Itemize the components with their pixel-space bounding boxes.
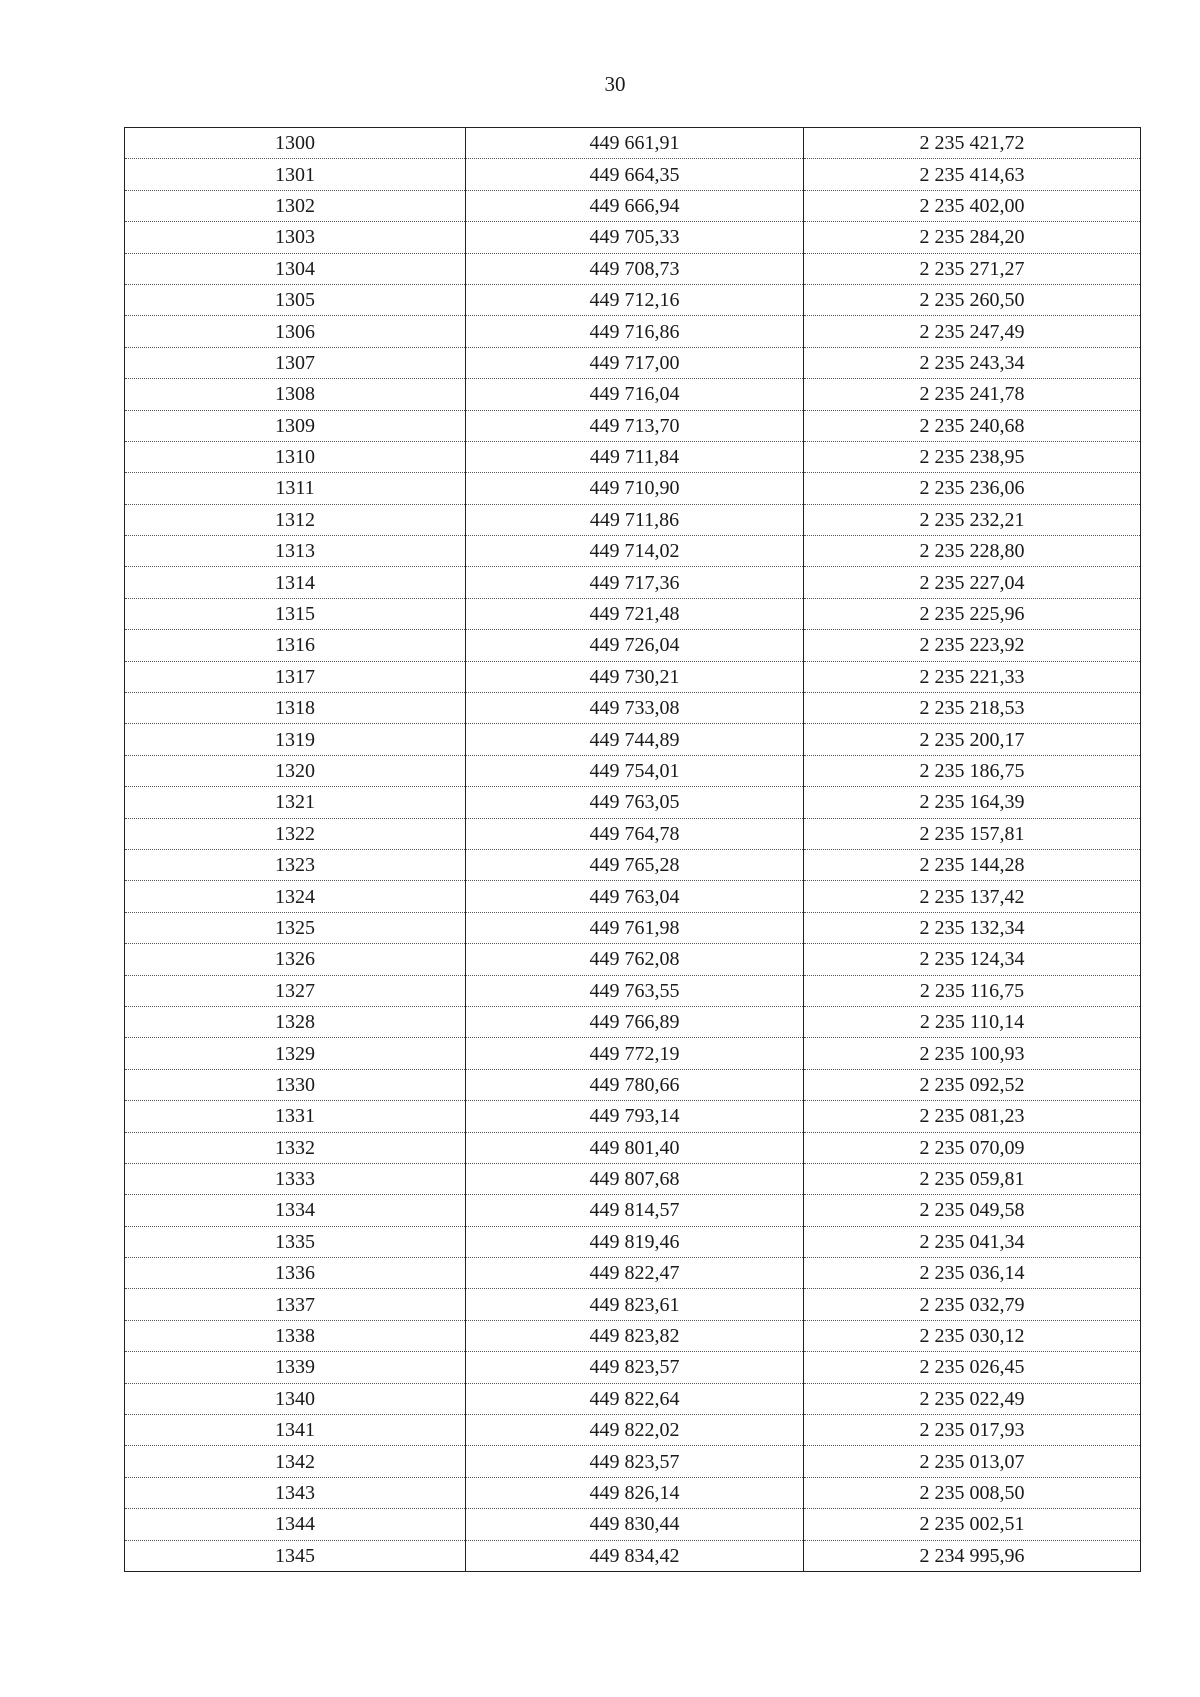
- point-number-cell: 1341: [125, 1415, 466, 1446]
- point-number-cell: 1317: [125, 661, 466, 692]
- x-coordinate-cell: 449 744,89: [466, 724, 804, 755]
- y-coordinate-cell: 2 235 236,06: [804, 473, 1141, 504]
- y-coordinate-cell: 2 235 247,49: [804, 316, 1141, 347]
- y-coordinate-cell: 2 235 124,34: [804, 944, 1141, 975]
- x-coordinate-cell: 449 763,55: [466, 975, 804, 1006]
- y-coordinate-cell: 2 235 243,34: [804, 347, 1141, 378]
- point-number-cell: 1338: [125, 1320, 466, 1351]
- x-coordinate-cell: 449 710,90: [466, 473, 804, 504]
- point-number-cell: 1336: [125, 1258, 466, 1289]
- x-coordinate-cell: 449 823,61: [466, 1289, 804, 1320]
- table-row: [125, 1289, 1141, 1320]
- point-number-cell: 1331: [125, 1101, 466, 1132]
- point-number-cell: 1330: [125, 1069, 466, 1100]
- page-number: 30: [604, 72, 626, 96]
- point-number-cell: 1333: [125, 1163, 466, 1194]
- table-row: [125, 504, 1141, 535]
- x-coordinate-cell: 449 766,89: [466, 1006, 804, 1037]
- x-coordinate-cell: 449 822,47: [466, 1258, 804, 1289]
- table-row: [125, 159, 1141, 190]
- y-coordinate-cell: 2 235 132,34: [804, 912, 1141, 943]
- y-coordinate-cell: 2 235 081,23: [804, 1101, 1141, 1132]
- table-row: [125, 1038, 1141, 1069]
- y-coordinate-cell: 2 235 271,27: [804, 253, 1141, 284]
- y-coordinate-cell: 2 235 164,39: [804, 787, 1141, 818]
- table-row: [125, 787, 1141, 818]
- table-row: [125, 912, 1141, 943]
- table-row: [125, 1446, 1141, 1477]
- table-row: [125, 1226, 1141, 1257]
- x-coordinate-cell: 449 801,40: [466, 1132, 804, 1163]
- table-row: [125, 661, 1141, 692]
- table-row: [125, 222, 1141, 253]
- y-coordinate-cell: 2 235 260,50: [804, 284, 1141, 315]
- table-row: [125, 975, 1141, 1006]
- y-coordinate-cell: 2 235 032,79: [804, 1289, 1141, 1320]
- coordinates-table: [124, 127, 1141, 1572]
- x-coordinate-cell: 449 834,42: [466, 1540, 804, 1571]
- table-row: [125, 1352, 1141, 1383]
- x-coordinate-cell: 449 733,08: [466, 693, 804, 724]
- x-coordinate-cell: 449 713,70: [466, 410, 804, 441]
- table-row: [125, 755, 1141, 786]
- x-coordinate-cell: 449 717,36: [466, 567, 804, 598]
- x-coordinate-cell: 449 664,35: [466, 159, 804, 190]
- table-row: [125, 1320, 1141, 1351]
- y-coordinate-cell: 2 235 225,96: [804, 598, 1141, 629]
- y-coordinate-cell: 2 235 116,75: [804, 975, 1141, 1006]
- point-number-cell: 1315: [125, 598, 466, 629]
- point-number-cell: 1325: [125, 912, 466, 943]
- y-coordinate-cell: 2 235 030,12: [804, 1320, 1141, 1351]
- table-row: [125, 316, 1141, 347]
- point-number-cell: 1321: [125, 787, 466, 818]
- x-coordinate-cell: 449 765,28: [466, 849, 804, 880]
- y-coordinate-cell: 2 235 238,95: [804, 441, 1141, 472]
- y-coordinate-cell: 2 235 070,09: [804, 1132, 1141, 1163]
- y-coordinate-cell: 2 235 200,17: [804, 724, 1141, 755]
- table-row: [125, 1477, 1141, 1508]
- point-number-cell: 1328: [125, 1006, 466, 1037]
- table-row: [125, 1258, 1141, 1289]
- point-number-cell: 1327: [125, 975, 466, 1006]
- point-number-cell: 1334: [125, 1195, 466, 1226]
- point-number-cell: 1312: [125, 504, 466, 535]
- table-row: [125, 849, 1141, 880]
- x-coordinate-cell: 449 711,84: [466, 441, 804, 472]
- x-coordinate-cell: 449 717,00: [466, 347, 804, 378]
- y-coordinate-cell: 2 235 002,51: [804, 1509, 1141, 1540]
- table-row: [125, 1540, 1141, 1571]
- table-row: [125, 1069, 1141, 1100]
- point-number-cell: 1313: [125, 536, 466, 567]
- table-row: [125, 473, 1141, 504]
- x-coordinate-cell: 449 714,02: [466, 536, 804, 567]
- x-coordinate-cell: 449 780,66: [466, 1069, 804, 1100]
- y-coordinate-cell: 2 235 008,50: [804, 1477, 1141, 1508]
- point-number-cell: 1343: [125, 1477, 466, 1508]
- point-number-cell: 1344: [125, 1509, 466, 1540]
- table-row: [125, 379, 1141, 410]
- table-row: [125, 128, 1141, 159]
- y-coordinate-cell: 2 235 223,92: [804, 630, 1141, 661]
- y-coordinate-cell: 2 235 414,63: [804, 159, 1141, 190]
- point-number-cell: 1310: [125, 441, 466, 472]
- y-coordinate-cell: 2 235 186,75: [804, 755, 1141, 786]
- x-coordinate-cell: 449 764,78: [466, 818, 804, 849]
- point-number-cell: 1309: [125, 410, 466, 441]
- point-number-cell: 1335: [125, 1226, 466, 1257]
- x-coordinate-cell: 449 826,14: [466, 1477, 804, 1508]
- point-number-cell: 1303: [125, 222, 466, 253]
- point-number-cell: 1340: [125, 1383, 466, 1414]
- y-coordinate-cell: 2 235 421,72: [804, 128, 1141, 159]
- x-coordinate-cell: 449 762,08: [466, 944, 804, 975]
- point-number-cell: 1323: [125, 849, 466, 880]
- x-coordinate-cell: 449 830,44: [466, 1509, 804, 1540]
- point-number-cell: 1322: [125, 818, 466, 849]
- y-coordinate-cell: 2 235 402,00: [804, 190, 1141, 221]
- table-row: [125, 1101, 1141, 1132]
- table-row: [125, 1195, 1141, 1226]
- y-coordinate-cell: 2 235 284,20: [804, 222, 1141, 253]
- point-number-cell: 1324: [125, 881, 466, 912]
- x-coordinate-cell: 449 761,98: [466, 912, 804, 943]
- y-coordinate-cell: 2 235 218,53: [804, 693, 1141, 724]
- point-number-cell: 1307: [125, 347, 466, 378]
- table-row: [125, 347, 1141, 378]
- point-number-cell: 1301: [125, 159, 466, 190]
- table-row: [125, 693, 1141, 724]
- x-coordinate-cell: 449 807,68: [466, 1163, 804, 1194]
- table-row: [125, 1383, 1141, 1414]
- table-row: [125, 1163, 1141, 1194]
- y-coordinate-cell: 2 234 995,96: [804, 1540, 1141, 1571]
- point-number-cell: 1339: [125, 1352, 466, 1383]
- point-number-cell: 1300: [125, 128, 466, 159]
- x-coordinate-cell: 449 721,48: [466, 598, 804, 629]
- y-coordinate-cell: 2 235 100,93: [804, 1038, 1141, 1069]
- x-coordinate-cell: 449 726,04: [466, 630, 804, 661]
- x-coordinate-cell: 449 763,04: [466, 881, 804, 912]
- x-coordinate-cell: 449 823,57: [466, 1352, 804, 1383]
- y-coordinate-cell: 2 235 144,28: [804, 849, 1141, 880]
- table-row: [125, 944, 1141, 975]
- x-coordinate-cell: 449 754,01: [466, 755, 804, 786]
- x-coordinate-cell: 449 716,04: [466, 379, 804, 410]
- x-coordinate-cell: 449 716,86: [466, 316, 804, 347]
- y-coordinate-cell: 2 235 227,04: [804, 567, 1141, 598]
- y-coordinate-cell: 2 235 228,80: [804, 536, 1141, 567]
- point-number-cell: 1311: [125, 473, 466, 504]
- y-coordinate-cell: 2 235 232,21: [804, 504, 1141, 535]
- point-number-cell: 1304: [125, 253, 466, 284]
- x-coordinate-cell: 449 730,21: [466, 661, 804, 692]
- point-number-cell: 1316: [125, 630, 466, 661]
- table-row: [125, 567, 1141, 598]
- y-coordinate-cell: 2 235 240,68: [804, 410, 1141, 441]
- x-coordinate-cell: 449 822,02: [466, 1415, 804, 1446]
- y-coordinate-cell: 2 235 049,58: [804, 1195, 1141, 1226]
- y-coordinate-cell: 2 235 059,81: [804, 1163, 1141, 1194]
- x-coordinate-cell: 449 814,57: [466, 1195, 804, 1226]
- y-coordinate-cell: 2 235 013,07: [804, 1446, 1141, 1477]
- point-number-cell: 1337: [125, 1289, 466, 1320]
- x-coordinate-cell: 449 772,19: [466, 1038, 804, 1069]
- y-coordinate-cell: 2 235 092,52: [804, 1069, 1141, 1100]
- point-number-cell: 1320: [125, 755, 466, 786]
- table-row: [125, 630, 1141, 661]
- table-row: [125, 190, 1141, 221]
- y-coordinate-cell: 2 235 017,93: [804, 1415, 1141, 1446]
- table-row: [125, 1006, 1141, 1037]
- x-coordinate-cell: 449 823,82: [466, 1320, 804, 1351]
- point-number-cell: 1332: [125, 1132, 466, 1163]
- x-coordinate-cell: 449 823,57: [466, 1446, 804, 1477]
- point-number-cell: 1345: [125, 1540, 466, 1571]
- x-coordinate-cell: 449 712,16: [466, 284, 804, 315]
- x-coordinate-cell: 449 819,46: [466, 1226, 804, 1257]
- table-row: [125, 598, 1141, 629]
- table-row: [125, 1509, 1141, 1540]
- x-coordinate-cell: 449 666,94: [466, 190, 804, 221]
- y-coordinate-cell: 2 235 110,14: [804, 1006, 1141, 1037]
- table-row: [125, 536, 1141, 567]
- y-coordinate-cell: 2 235 036,14: [804, 1258, 1141, 1289]
- point-number-cell: 1305: [125, 284, 466, 315]
- point-number-cell: 1319: [125, 724, 466, 755]
- table-row: [125, 284, 1141, 315]
- x-coordinate-cell: 449 711,86: [466, 504, 804, 535]
- table-row: [125, 724, 1141, 755]
- x-coordinate-cell: 449 822,64: [466, 1383, 804, 1414]
- x-coordinate-cell: 449 661,91: [466, 128, 804, 159]
- y-coordinate-cell: 2 235 026,45: [804, 1352, 1141, 1383]
- point-number-cell: 1329: [125, 1038, 466, 1069]
- table-row: [125, 253, 1141, 284]
- y-coordinate-cell: 2 235 157,81: [804, 818, 1141, 849]
- x-coordinate-cell: 449 793,14: [466, 1101, 804, 1132]
- point-number-cell: 1302: [125, 190, 466, 221]
- table-row: [125, 818, 1141, 849]
- point-number-cell: 1308: [125, 379, 466, 410]
- point-number-cell: 1314: [125, 567, 466, 598]
- y-coordinate-cell: 2 235 241,78: [804, 379, 1141, 410]
- x-coordinate-cell: 449 708,73: [466, 253, 804, 284]
- y-coordinate-cell: 2 235 041,34: [804, 1226, 1141, 1257]
- point-number-cell: 1306: [125, 316, 466, 347]
- coordinates-table-body: [125, 128, 1141, 1572]
- point-number-cell: 1342: [125, 1446, 466, 1477]
- point-number-cell: 1318: [125, 693, 466, 724]
- y-coordinate-cell: 2 235 221,33: [804, 661, 1141, 692]
- point-number-cell: 1326: [125, 944, 466, 975]
- table-row: [125, 441, 1141, 472]
- table-row: [125, 410, 1141, 441]
- y-coordinate-cell: 2 235 137,42: [804, 881, 1141, 912]
- table-row: [125, 881, 1141, 912]
- table-row: [125, 1132, 1141, 1163]
- x-coordinate-cell: 449 763,05: [466, 787, 804, 818]
- table-row: [125, 1415, 1141, 1446]
- y-coordinate-cell: 2 235 022,49: [804, 1383, 1141, 1414]
- x-coordinate-cell: 449 705,33: [466, 222, 804, 253]
